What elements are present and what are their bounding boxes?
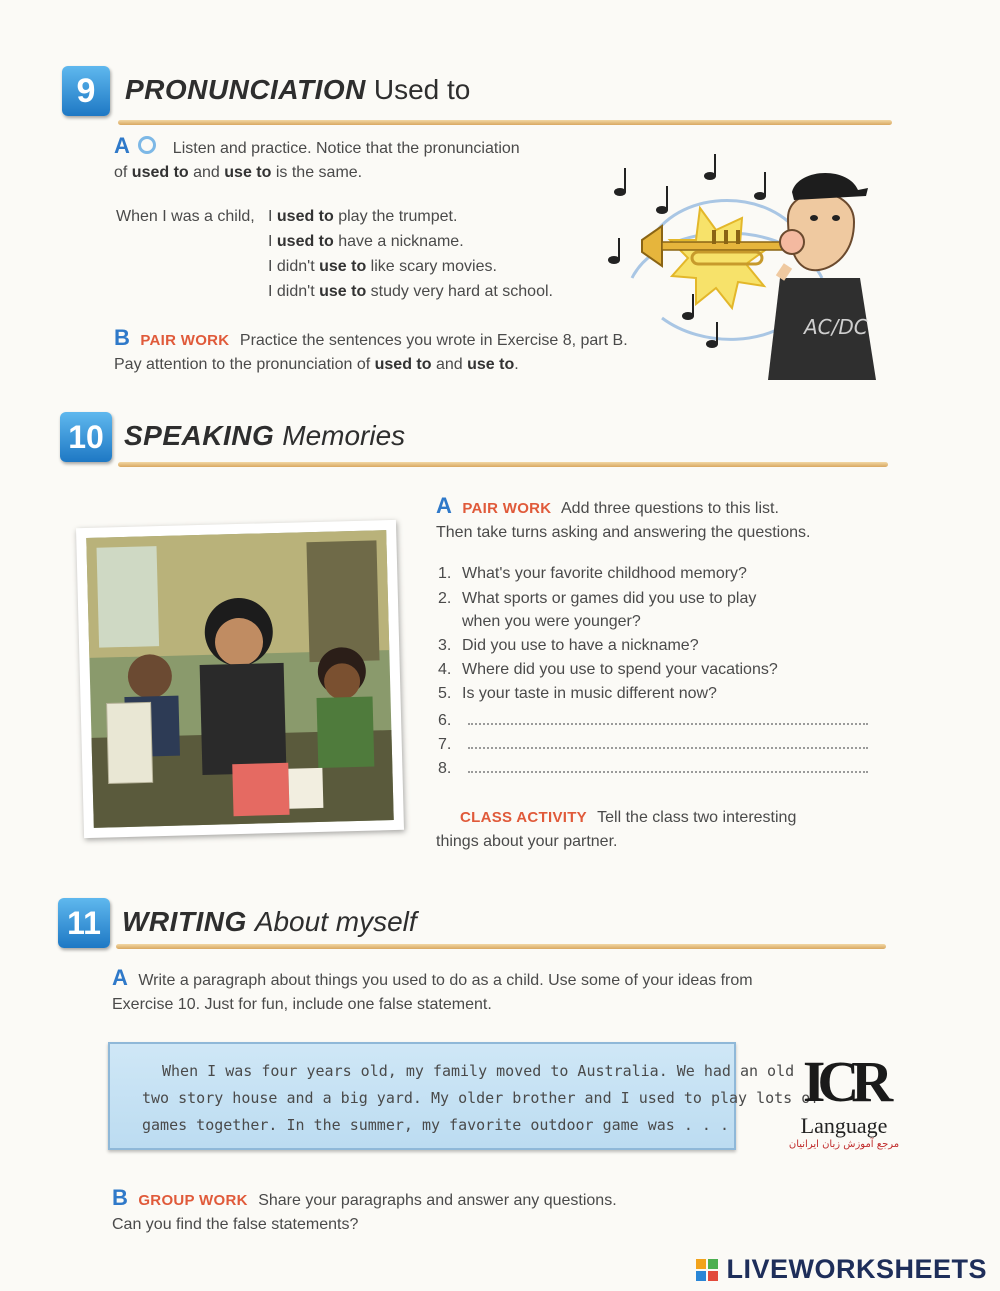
part-b-text: Practice the sentences you wrote in Exercise 8, part B. (239, 332, 628, 349)
section-9-part-a (114, 134, 594, 185)
shirt-text: AC/DC (804, 315, 868, 339)
part-a-line-2: Exercise 10. Just for fun, include one false statement. (112, 996, 492, 1013)
keyword: use to (467, 356, 515, 373)
text-fragment: like scary movies. (366, 258, 497, 275)
question-6[interactable] (438, 709, 868, 730)
section-11-divider (116, 944, 886, 949)
part-a-letter: A (436, 493, 452, 518)
trumpet-player-illustration (592, 148, 892, 380)
text-fragment: I didn't (268, 283, 320, 300)
part-b-line-2 (114, 353, 674, 377)
question-5 (438, 685, 717, 703)
keyword-use-to: use to (224, 164, 272, 181)
text-fragment: of (114, 164, 132, 181)
section-10-subheading: Memories (282, 420, 406, 451)
example-lead: When I was a child, (116, 208, 255, 225)
keyword: used to (374, 356, 432, 373)
question-number: 2. (438, 590, 452, 607)
keyword: use to (319, 283, 367, 300)
question-text: What sports or games did you use to play (462, 590, 757, 607)
part-a-line-2: Then take turns asking and answering the questions. (436, 524, 811, 541)
section-11-subheading: About myself (254, 906, 417, 937)
instruction-line-2 (114, 161, 594, 185)
answer-blank-6[interactable] (468, 709, 868, 725)
question-number: 7. (438, 736, 452, 753)
question-text: What's your favorite childhood memory? (462, 565, 747, 582)
icr-language-logo (788, 1050, 900, 1168)
part-a-line-1 (436, 494, 886, 521)
section-10-part-a (436, 494, 886, 545)
question-text: Is your taste in music different now? (462, 685, 717, 702)
model-line-1: When I was four years old, my family moved to Australia. We had an old (162, 1062, 795, 1080)
section-10-divider (118, 462, 888, 467)
question-1 (438, 565, 747, 583)
section-11-number: 11 (58, 898, 110, 948)
section-9-divider (118, 120, 892, 125)
part-b-line-2: Can you find the false statements? (112, 1216, 359, 1233)
text-fragment: Pay attention to the pronunciation of (114, 356, 375, 373)
keyword: use to (319, 258, 367, 275)
question-number: 5. (438, 685, 452, 702)
section-9-number: 9 (62, 66, 110, 116)
question-2 (438, 590, 756, 608)
text-fragment: is the same. (271, 164, 363, 181)
section-11-heading: WRITING (122, 906, 247, 937)
brand-text: LIVEWORKSHEETS (726, 1254, 987, 1284)
part-a-letter: A (114, 133, 130, 158)
section-9-heading: PRONUNCIATION (125, 74, 366, 105)
part-b-line-1 (436, 806, 856, 830)
question-7[interactable] (438, 733, 868, 754)
part-a-text: Write a paragraph about things you used to do as a child. Use some of your ideas from (138, 972, 753, 989)
pair-work-label: PAIR WORK (462, 500, 552, 517)
section-10-heading: SPEAKING (124, 420, 275, 451)
part-b-letter: B (112, 1185, 128, 1210)
example-sentence-3 (268, 258, 497, 276)
question-number: 3. (438, 637, 452, 654)
text-fragment: I didn't (268, 258, 320, 275)
text-fragment: play the trumpet. (333, 208, 458, 225)
liveworksheets-icon (696, 1259, 718, 1281)
part-b-letter: B (114, 325, 130, 350)
text-fragment: study very hard at school. (366, 283, 553, 300)
class-activity-label: CLASS ACTIVITY (460, 809, 587, 826)
part-b-text: Tell the class two interesting (597, 809, 797, 826)
model-line-2: two story house and a big yard. My older brother and I used to play lots of (142, 1089, 820, 1107)
section-11-part-b (112, 1186, 752, 1237)
example-sentence-1 (268, 208, 457, 226)
section-10-part-b (436, 806, 856, 854)
question-number: 8. (438, 760, 452, 777)
section-11-title (122, 906, 417, 938)
part-b-text: Share your paragraphs and answer any questions. (258, 1192, 617, 1209)
children-playing-photo (76, 520, 404, 838)
question-number: 6. (438, 712, 452, 729)
keyword: used to (276, 233, 334, 250)
part-a-text: Add three questions to this list. (561, 500, 779, 517)
part-b-line-1 (112, 1186, 752, 1213)
section-10-title (124, 420, 405, 452)
keyword: used to (276, 208, 334, 225)
liveworksheets-brand (696, 1254, 987, 1284)
section-9-subheading: Used to (373, 74, 471, 105)
logo-word: Language (800, 1113, 888, 1138)
question-4 (438, 661, 778, 679)
photo-image (76, 520, 404, 838)
text-fragment: and (431, 356, 468, 373)
question-text: Where did you use to spend your vacations? (462, 661, 778, 678)
audio-icon[interactable] (138, 136, 156, 154)
section-9-part-b (114, 326, 674, 377)
question-8[interactable] (438, 757, 868, 778)
question-2-cont (438, 613, 641, 631)
text-fragment: have a nickname. (333, 233, 464, 250)
part-b-line-1 (114, 326, 674, 353)
text-fragment: and (188, 164, 225, 181)
model-line-3: games together. In the summer, my favorite outdoor game was . . . (142, 1116, 729, 1134)
question-number: 4. (438, 661, 452, 678)
section-9-title (125, 74, 470, 106)
pair-work-label: PAIR WORK (140, 332, 230, 349)
part-a-letter: A (112, 965, 128, 990)
answer-blank-7[interactable] (468, 733, 868, 749)
question-number: 1. (438, 565, 452, 582)
text-fragment: . (514, 356, 519, 373)
example-sentence-4 (268, 283, 553, 301)
burst-shape (670, 208, 768, 308)
group-work-label: GROUP WORK (138, 1192, 248, 1209)
part-a-line-1 (112, 966, 812, 993)
question-3 (438, 637, 699, 655)
text-fragment: I (268, 233, 277, 250)
question-text: when you were younger? (462, 613, 641, 630)
question-text: Did you use to have a nickname? (462, 637, 699, 654)
part-b-line-2: things about your partner. (436, 833, 618, 850)
logo-letters: ICR (802, 1049, 886, 1114)
instruction-line-1: Listen and practice. Notice that the pronunciation (172, 140, 520, 157)
logo-tagline: مرجع آموزش زبان ایرانیان (788, 1139, 900, 1150)
section-11-part-a (112, 966, 812, 1017)
keyword-used-to: used to (131, 164, 189, 181)
model-paragraph-box (108, 1042, 820, 1150)
example-sentence-2 (268, 233, 464, 251)
part-a-instruction (114, 134, 594, 161)
section-10-number: 10 (60, 412, 112, 462)
text-fragment: I (268, 208, 277, 225)
answer-blank-8[interactable] (468, 757, 868, 773)
